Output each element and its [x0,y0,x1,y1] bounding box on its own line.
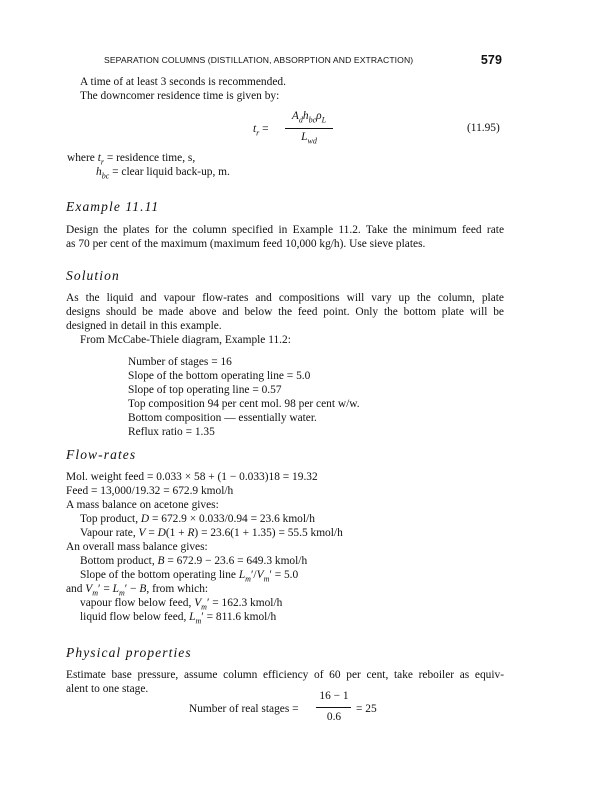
physical-line-2: alent to one stage. [66,683,149,695]
list-item: Slope of top operating line = 0.57 [128,384,282,396]
example-heading: Example 11.11 [66,199,160,214]
eq-numerator: $A_dh_{bc}\rho_L$ [291,110,327,125]
solution-line-1: As the liquid and vapour flow-rates and compositions will vary up the column, plate [66,292,504,304]
solution-line-2: designs should be made above and below the feed point. Only the bottom plate will be [66,306,504,318]
flow-line-7: Bottom product, B = 672.9 − 23.6 = 649.3 kmol/h [80,555,308,567]
flow-line-1: Mol. weight feed = 0.033 × 58 + (1 − 0.033)18 = 19.32 [66,471,318,483]
list-item: Top composition 94 per cent mol. 98 per cent w/w. [128,398,360,410]
eq-fraction-bar [285,128,333,129]
physical-line-1: Estimate base pressure, assume column efficiency of 60 per cent, take reboiler as equiv- [66,669,504,681]
list-item: Bottom composition — essentially water. [128,412,317,424]
intro-line-1: A time of at least 3 seconds is recommended. [80,76,286,88]
flow-line-4: Top product, D = 672.9 × 0.033/0.94 = 23.6 kmol/h [80,513,315,525]
flow-line-10: vapour flow below feed, $V_m' = 162.3$ kmol/h [80,597,283,612]
flow-line-2: Feed = 13,000/19.32 = 672.9 kmol/h [66,485,234,497]
eq-lhs: $t_r$ = [253,123,269,138]
eq-numerator: 16 − 1 [319,690,349,702]
list-item: Number of stages = 16 [128,356,232,368]
solution-line-3: designed in detail in this example. [66,320,222,332]
where-line-2: $h_{bc}$ = clear liquid back-up, m. [96,166,230,181]
equation-number: (11.95) [467,122,500,134]
solution-heading: Solution [66,268,120,283]
list-item: Reflux ratio = 1.35 [128,426,215,438]
flowrates-heading: Flow-rates [66,447,137,462]
eq-label: Number of real stages = [189,703,299,715]
where-line-1: where $t_r$ = residence time, s, [67,152,196,167]
physical-heading: Physical properties [66,645,192,660]
flow-line-11: liquid flow below feed, $L_m' = 811.6$ kmol/h [80,611,277,626]
flow-line-6: An overall mass balance gives: [66,541,208,553]
page-header [104,55,502,65]
flow-line-9: and $V_m' = L_m' - B$, from which: [66,583,209,598]
example-line-1: Design the plates for the column specified in Example 11.2. Take the minimum feed rate [66,224,504,236]
solution-line-4: From McCabe-Thiele diagram, Example 11.2: [80,334,291,346]
eq-fraction-bar [316,707,351,708]
list-item: Slope of the bottom operating line = 5.0 [128,370,311,382]
page-number: 579 [480,53,502,67]
eq-denominator: 0.6 [326,711,342,723]
eq-denominator: $L_{wd}$ [301,131,317,146]
flow-line-3: A mass balance on acetone gives: [66,499,219,511]
example-line-2: as 70 per cent of the maximum (maximum feed 10,000 kg/h). Use sieve plates. [66,238,426,250]
flow-line-8: Slope of the bottom operating line $L_m'/V_m' = 5.0$ [80,569,299,584]
intro-line-2: The downcomer residence time is given by: [80,90,280,102]
eq-result: = 25 [356,703,377,715]
running-title: SEPARATION COLUMNS (DISTILLATION, ABSORPTION AND EXTRACTION) [104,55,414,65]
flow-line-5: Vapour rate, V = D(1 + R) = 23.6(1 + 1.35) = 55.5 kmol/h [80,527,343,539]
